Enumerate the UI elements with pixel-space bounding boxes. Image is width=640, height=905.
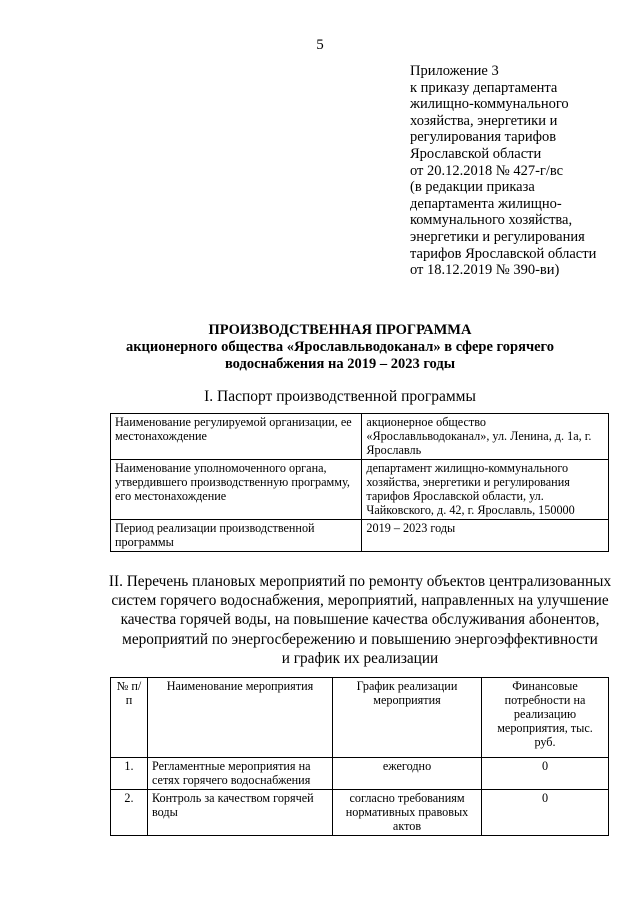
- appendix-line: от 20.12.2018 № 427-г/вс: [410, 162, 564, 179]
- row-schedule: согласно требованиям нормативных правовых актов: [333, 790, 482, 836]
- appendix-line: департамента жилищно-: [410, 195, 562, 212]
- appendix-line: к приказу департамента: [410, 79, 558, 96]
- table-row: [111, 520, 609, 552]
- appendix-block: [410, 63, 630, 279]
- row-name: Контроль за качеством горячей воды: [148, 790, 333, 836]
- appendix-line: тарифов Ярославской области: [410, 245, 597, 262]
- measures-table: [110, 677, 609, 836]
- table-row: [111, 460, 609, 520]
- appendix-line: коммунального хозяйства,: [410, 212, 573, 229]
- table-row: [111, 414, 609, 460]
- passport-table: [110, 413, 609, 552]
- row-finance: 0: [482, 790, 609, 836]
- passport-label: Наименование регулируемой организации, ее местонахождение: [111, 414, 362, 460]
- row-num: 1.: [111, 758, 148, 790]
- heading-line: качества горячей воды, на повышение качества обслуживания абонентов,: [120, 611, 600, 629]
- title-line: ПРОИЗВОДСТВЕННАЯ ПРОГРАММА: [208, 322, 472, 338]
- section2-heading: [96, 572, 624, 668]
- page-number: 5: [316, 37, 324, 53]
- appendix-line: от 18.12.2019 № 390-ви): [410, 262, 560, 279]
- header-finance: Финансовые потребности на реализацию мероприятия, тыс. руб.: [482, 678, 609, 758]
- heading-line: и график их реализации: [281, 649, 439, 667]
- appendix-line: регулирования тарифов: [410, 129, 557, 146]
- table-row: [111, 790, 609, 836]
- row-finance: 0: [482, 758, 609, 790]
- passport-label: Период реализации производственной программы: [111, 520, 362, 552]
- table-row: [111, 758, 609, 790]
- appendix-line: Ярославской области: [410, 145, 542, 162]
- heading-line: систем горячего водоснабжения, мероприятий, направленных на улучшение: [111, 592, 609, 610]
- appendix-line: (в редакции приказа: [410, 179, 535, 196]
- header-name: Наименование мероприятия: [148, 678, 333, 758]
- header-schedule: График реализации мероприятия: [333, 678, 482, 758]
- appendix-line: энергетики и регулирования: [410, 228, 585, 245]
- appendix-line: хозяйства, энергетики и: [410, 112, 558, 129]
- table-header-row: [111, 678, 609, 758]
- row-num: 2.: [111, 790, 148, 836]
- header-num: № п/п: [111, 678, 148, 758]
- document-title: [40, 322, 640, 373]
- appendix-line: Приложение 3: [410, 63, 499, 79]
- row-schedule: ежегодно: [333, 758, 482, 790]
- title-line: водоснабжения на 2019 – 2023 годы: [224, 356, 456, 372]
- passport-value: департамент жилищно-коммунального хозяйства, энергетики и регулирования тарифов Ярославской области, ул. Чайковского, д. 42, г. Ярославль, 150000: [362, 460, 609, 520]
- passport-value: 2019 – 2023 годы: [362, 520, 609, 552]
- passport-value: акционерное общество «Ярославльводоканал», ул. Ленина, д. 1а, г. Ярославль: [362, 414, 609, 460]
- heading-line: мероприятий по энергосбережению и повышению энергоэффективности: [122, 630, 598, 648]
- heading-line: II. Перечень плановых мероприятий по ремонту объектов централизованных: [108, 573, 612, 590]
- appendix-line: жилищно-коммунального: [410, 96, 569, 113]
- row-name: Регламентные мероприятия на сетях горячего водоснабжения: [148, 758, 333, 790]
- section1-heading: I. Паспорт производственной программы: [204, 388, 476, 405]
- passport-label: Наименование уполномоченного органа, утвердившего производственную программу, его местонахождение: [111, 460, 362, 520]
- title-line: акционерного общества «Ярославльводоканал» в сфере горячего: [125, 339, 555, 355]
